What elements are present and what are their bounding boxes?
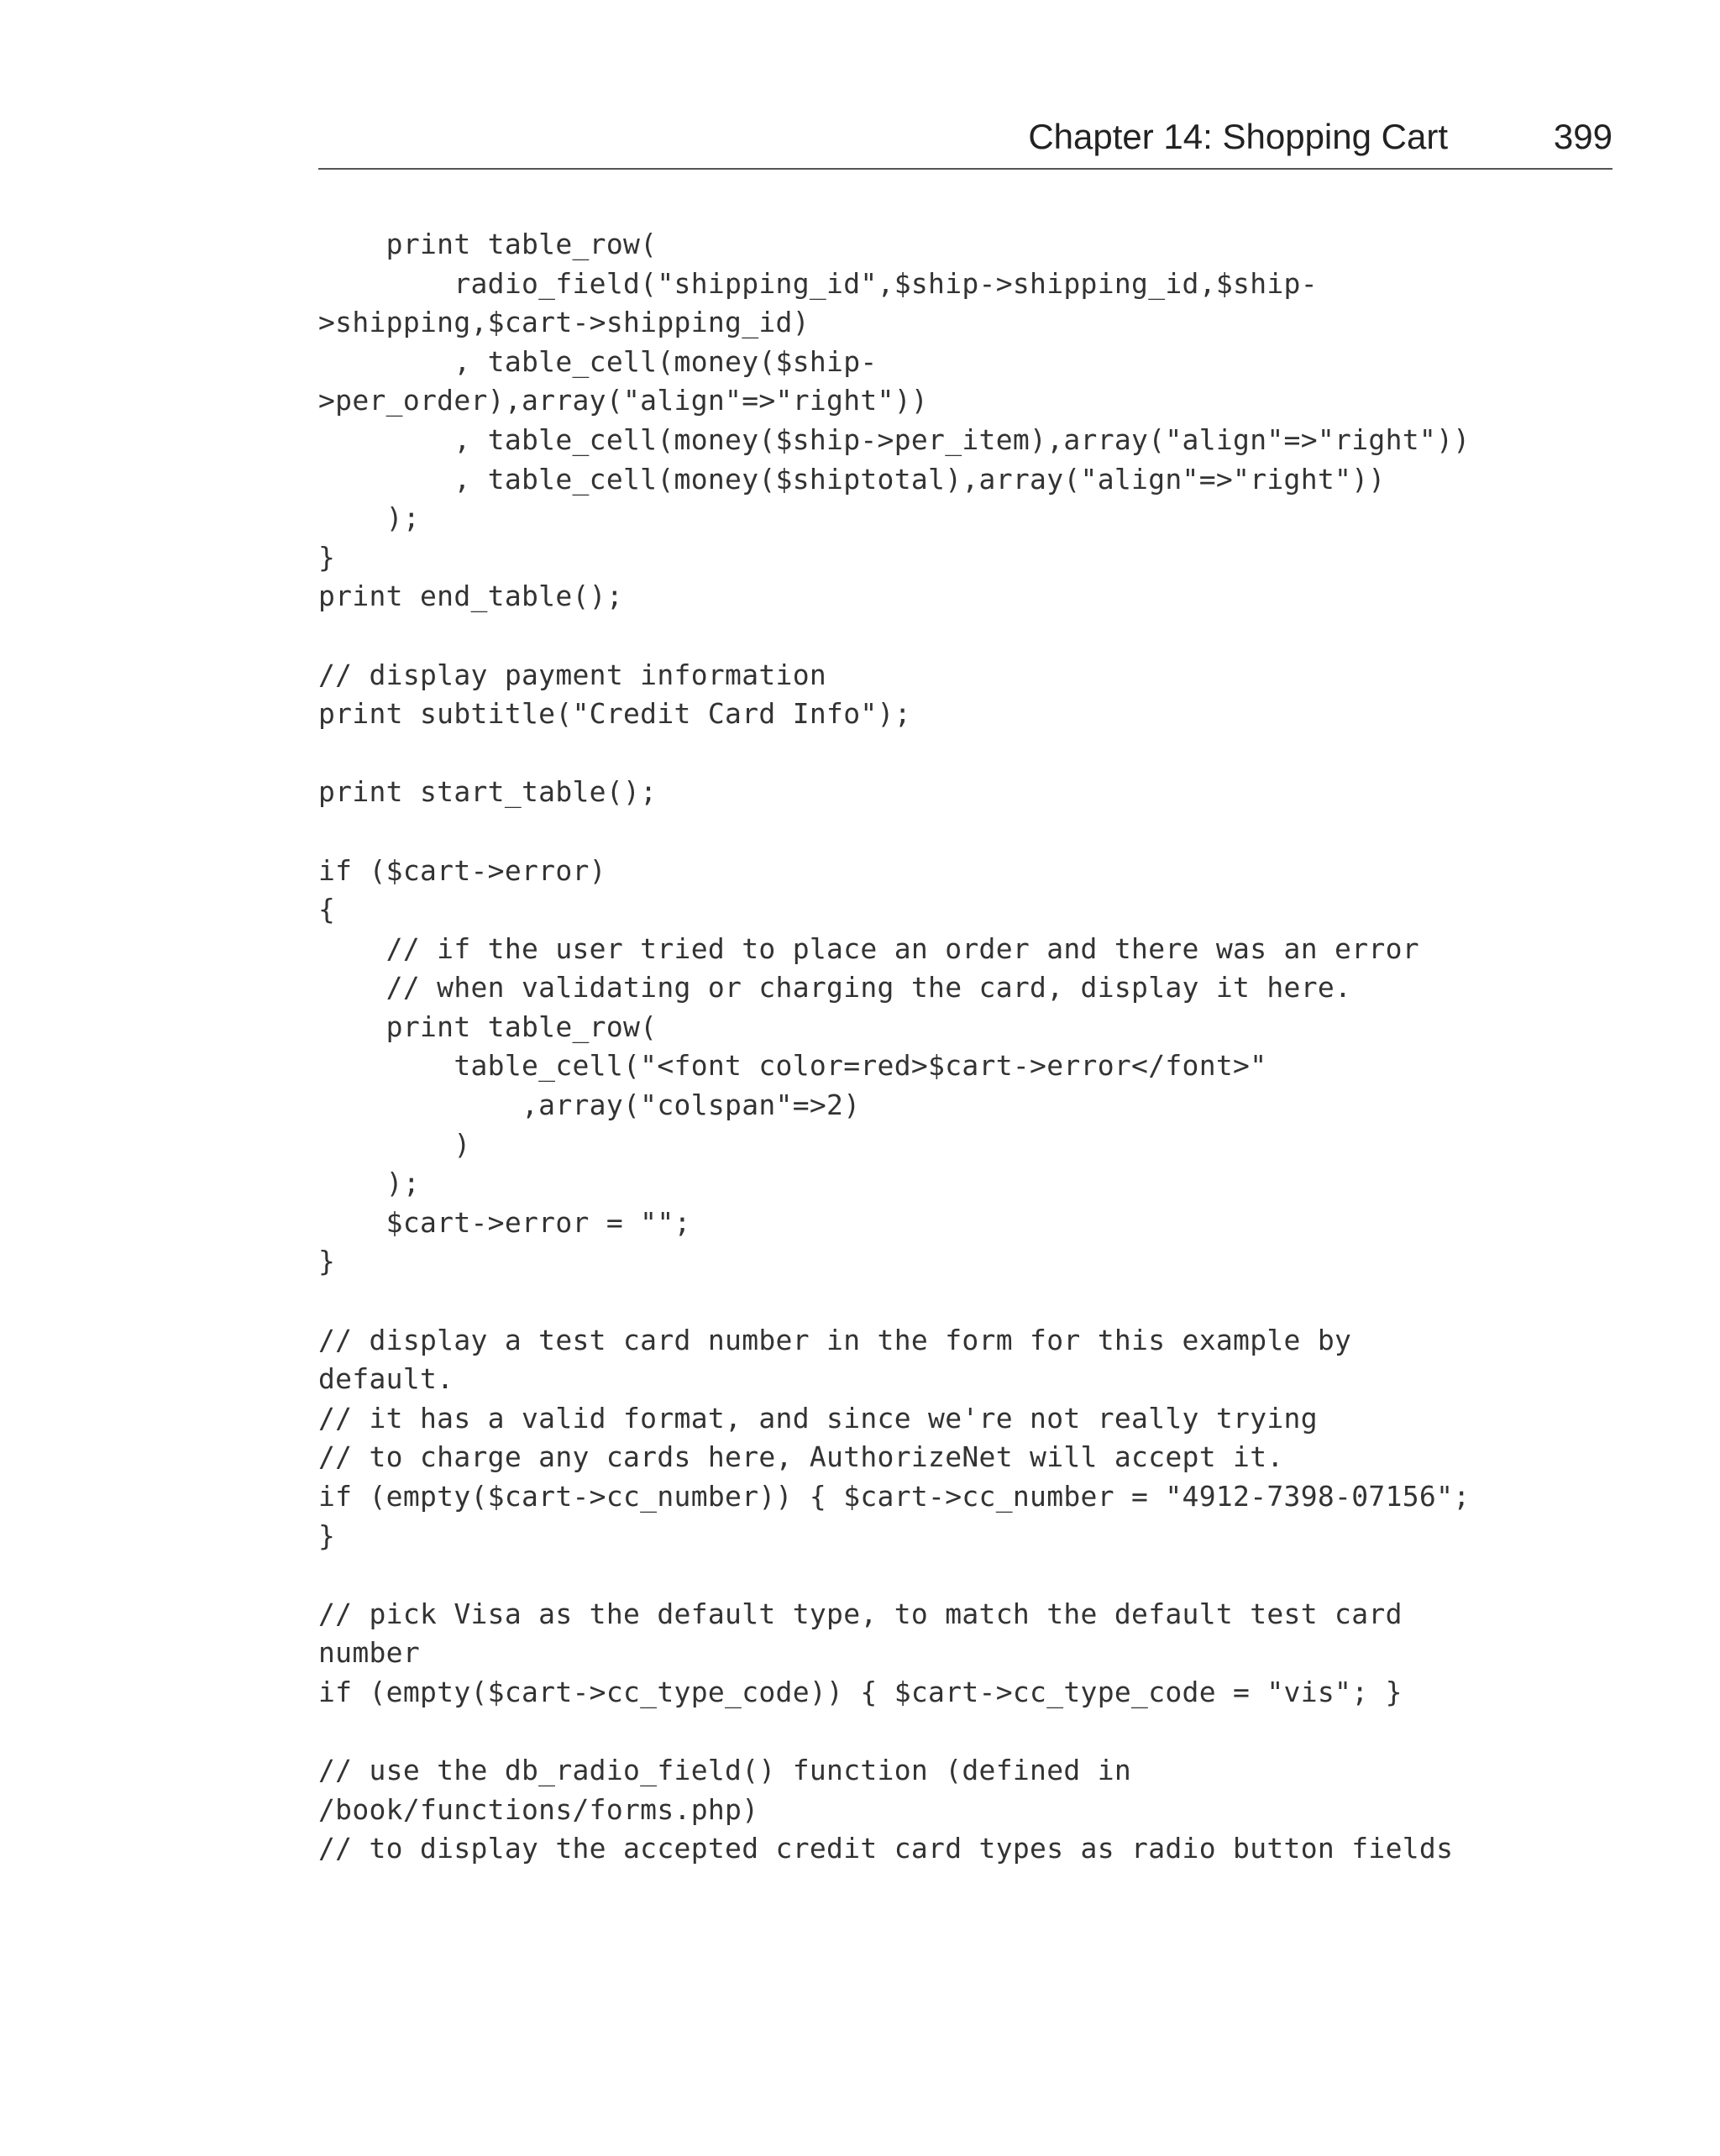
- page-header: [318, 116, 1612, 170]
- page-number: 399: [1553, 117, 1612, 156]
- chapter-title: Chapter 14: Shopping Cart: [1028, 117, 1448, 156]
- code-listing: print table_row( radio_field("shipping_id",$ship->shipping_id,$ship- >shipping,$cart->shipping_id) , table_cell(money($ship- >per_order),array("align"=>"right")) , table_cell(money($ship->per_item),array("align"=>"right")) , table_cell(money($shiptotal),array("align"=>"right")) ); } print end_table(); // display payment information print subtitle("Credit Card Info"); print start_table(); if ($cart->error) { // if the user tried to place an order and there was an error // when validating or charging the card, display it here. print table_row( table_cell("<font color=red>$cart->error</font>" ,array("colspan"=>2) ) ); $cart->error = ""; } // display a test card number in the form for this example by default. // it has a valid format, and since we're not really trying // to charge any cards here, AuthorizeNet will accept it. if (empty($cart->cc_number)) { $cart->cc_number = "4912-7398-07156"; } // pick Visa as the default type, to match the default test card number if (empty($cart->cc_type_code)) { $cart->cc_type_code = "vis"; } // use the db_radio_field() function (defined in /book/functions/forms.php) // to display the accepted credit card types as radio button fields: [318, 228, 1471, 1865]
